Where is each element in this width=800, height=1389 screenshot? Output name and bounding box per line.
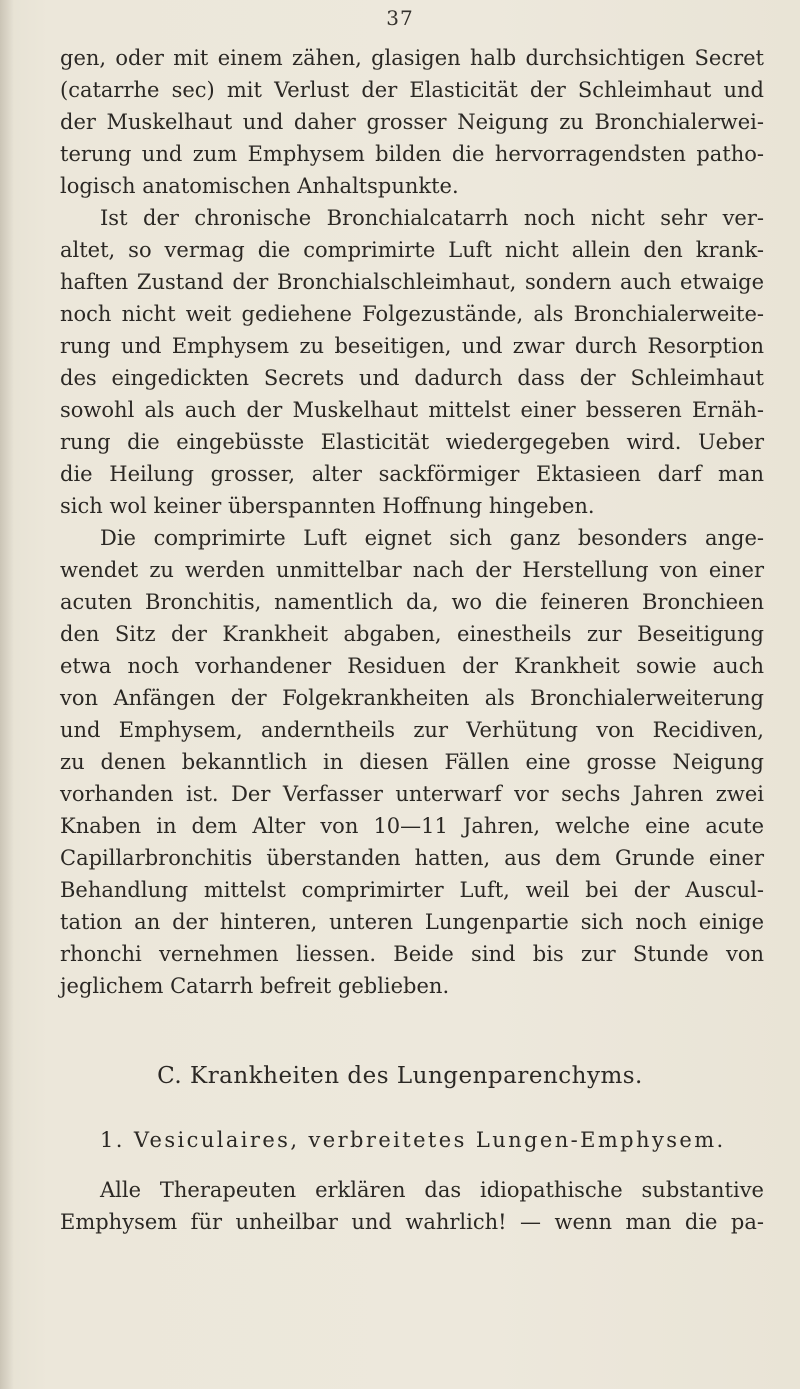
text-line: Knaben in dem Alter von 10—11 Jahren, welche eine acute — [60, 814, 764, 838]
subsection-heading: 1. Vesiculaires, verbreitetes Lungen-Emphysem. — [100, 1128, 726, 1152]
text-line: gen, oder mit einem zähen, glasigen halb durchsichtigen Secret — [60, 46, 764, 70]
text-line: haften Zustand der Bronchialschleimhaut, sondern auch etwaige — [60, 270, 764, 294]
text-line: tation an der hinteren, unteren Lungenpartie sich noch einige — [60, 910, 764, 934]
text-line: sowohl als auch der Muskelhaut mittelst einer besseren Ernäh- — [60, 398, 764, 422]
text-line: etwa noch vorhandener Residuen der Krankheit sowie auch — [60, 654, 764, 678]
text-line: logisch anatomischen Anhaltspunkte. — [60, 174, 459, 198]
text-line: sich wol keiner überspannten Hoffnung hingeben. — [60, 494, 595, 518]
text-line: Emphysem für unheilbar und wahrlich! — wenn man die pa- — [60, 1210, 764, 1234]
text-line: von Anfängen der Folgekrankheiten als Bronchialerweiterung — [60, 686, 764, 710]
page-number: 37 — [386, 6, 414, 30]
text-line: den Sitz der Krankheit abgaben, einestheils zur Beseitigung — [60, 622, 764, 646]
paragraph-start-line: Alle Therapeuten erklären das idiopathische substantive — [100, 1178, 764, 1202]
text-line: jeglichem Catarrh befreit geblieben. — [60, 974, 450, 998]
text-line: Capillarbronchitis überstanden hatten, aus dem Grunde einer — [60, 846, 764, 870]
paragraph-start-line: Ist der chronische Bronchialcatarrh noch nicht sehr ver- — [100, 206, 764, 230]
text-line: (catarrhe sec) mit Verlust der Elasticität der Schleimhaut und — [60, 78, 764, 102]
text-line: der Muskelhaut und daher grosser Neigung zu Bronchialerwei- — [60, 110, 764, 134]
text-line: rhonchi vernehmen liessen. Beide sind bis zur Stunde von — [60, 942, 764, 966]
text-line: die Heilung grosser, alter sackförmiger Ektasieen darf man — [60, 462, 764, 486]
text-line: acuten Bronchitis, namentlich da, wo die feineren Bronchieen — [60, 590, 764, 614]
text-line: vorhanden ist. Der Verfasser unterwarf vor sechs Jahren zwei — [60, 782, 764, 806]
paragraph-start-line: Die comprimirte Luft eignet sich ganz besonders ange- — [100, 526, 764, 550]
text-line: zu denen bekanntlich in diesen Fällen eine grosse Neigung — [60, 750, 764, 774]
text-line: rung und Emphysem zu beseitigen, und zwar durch Resorption — [60, 334, 764, 358]
text-line: Behandlung mittelst comprimirter Luft, weil bei der Auscul- — [60, 878, 764, 902]
page-gutter-shadow — [0, 0, 14, 1389]
text-line: altet, so vermag die comprimirte Luft nicht allein den krank- — [60, 238, 764, 262]
text-line: des eingedickten Secrets und dadurch dass der Schleimhaut — [60, 366, 764, 390]
text-line: wendet zu werden unmittelbar nach der Herstellung von einer — [60, 558, 764, 582]
text-line: noch nicht weit gediehene Folgezustände, als Bronchialerweite- — [60, 302, 764, 326]
text-line: rung die eingebüsste Elasticität wiedergegeben wird. Ueber — [60, 430, 764, 454]
text-line: terung und zum Emphysem bilden die hervorragendsten patho- — [60, 142, 764, 166]
section-heading: C. Krankheiten des Lungenparenchyms. — [157, 1063, 643, 1089]
text-line: und Emphysem, anderntheils zur Verhütung von Recidiven, — [60, 718, 764, 742]
